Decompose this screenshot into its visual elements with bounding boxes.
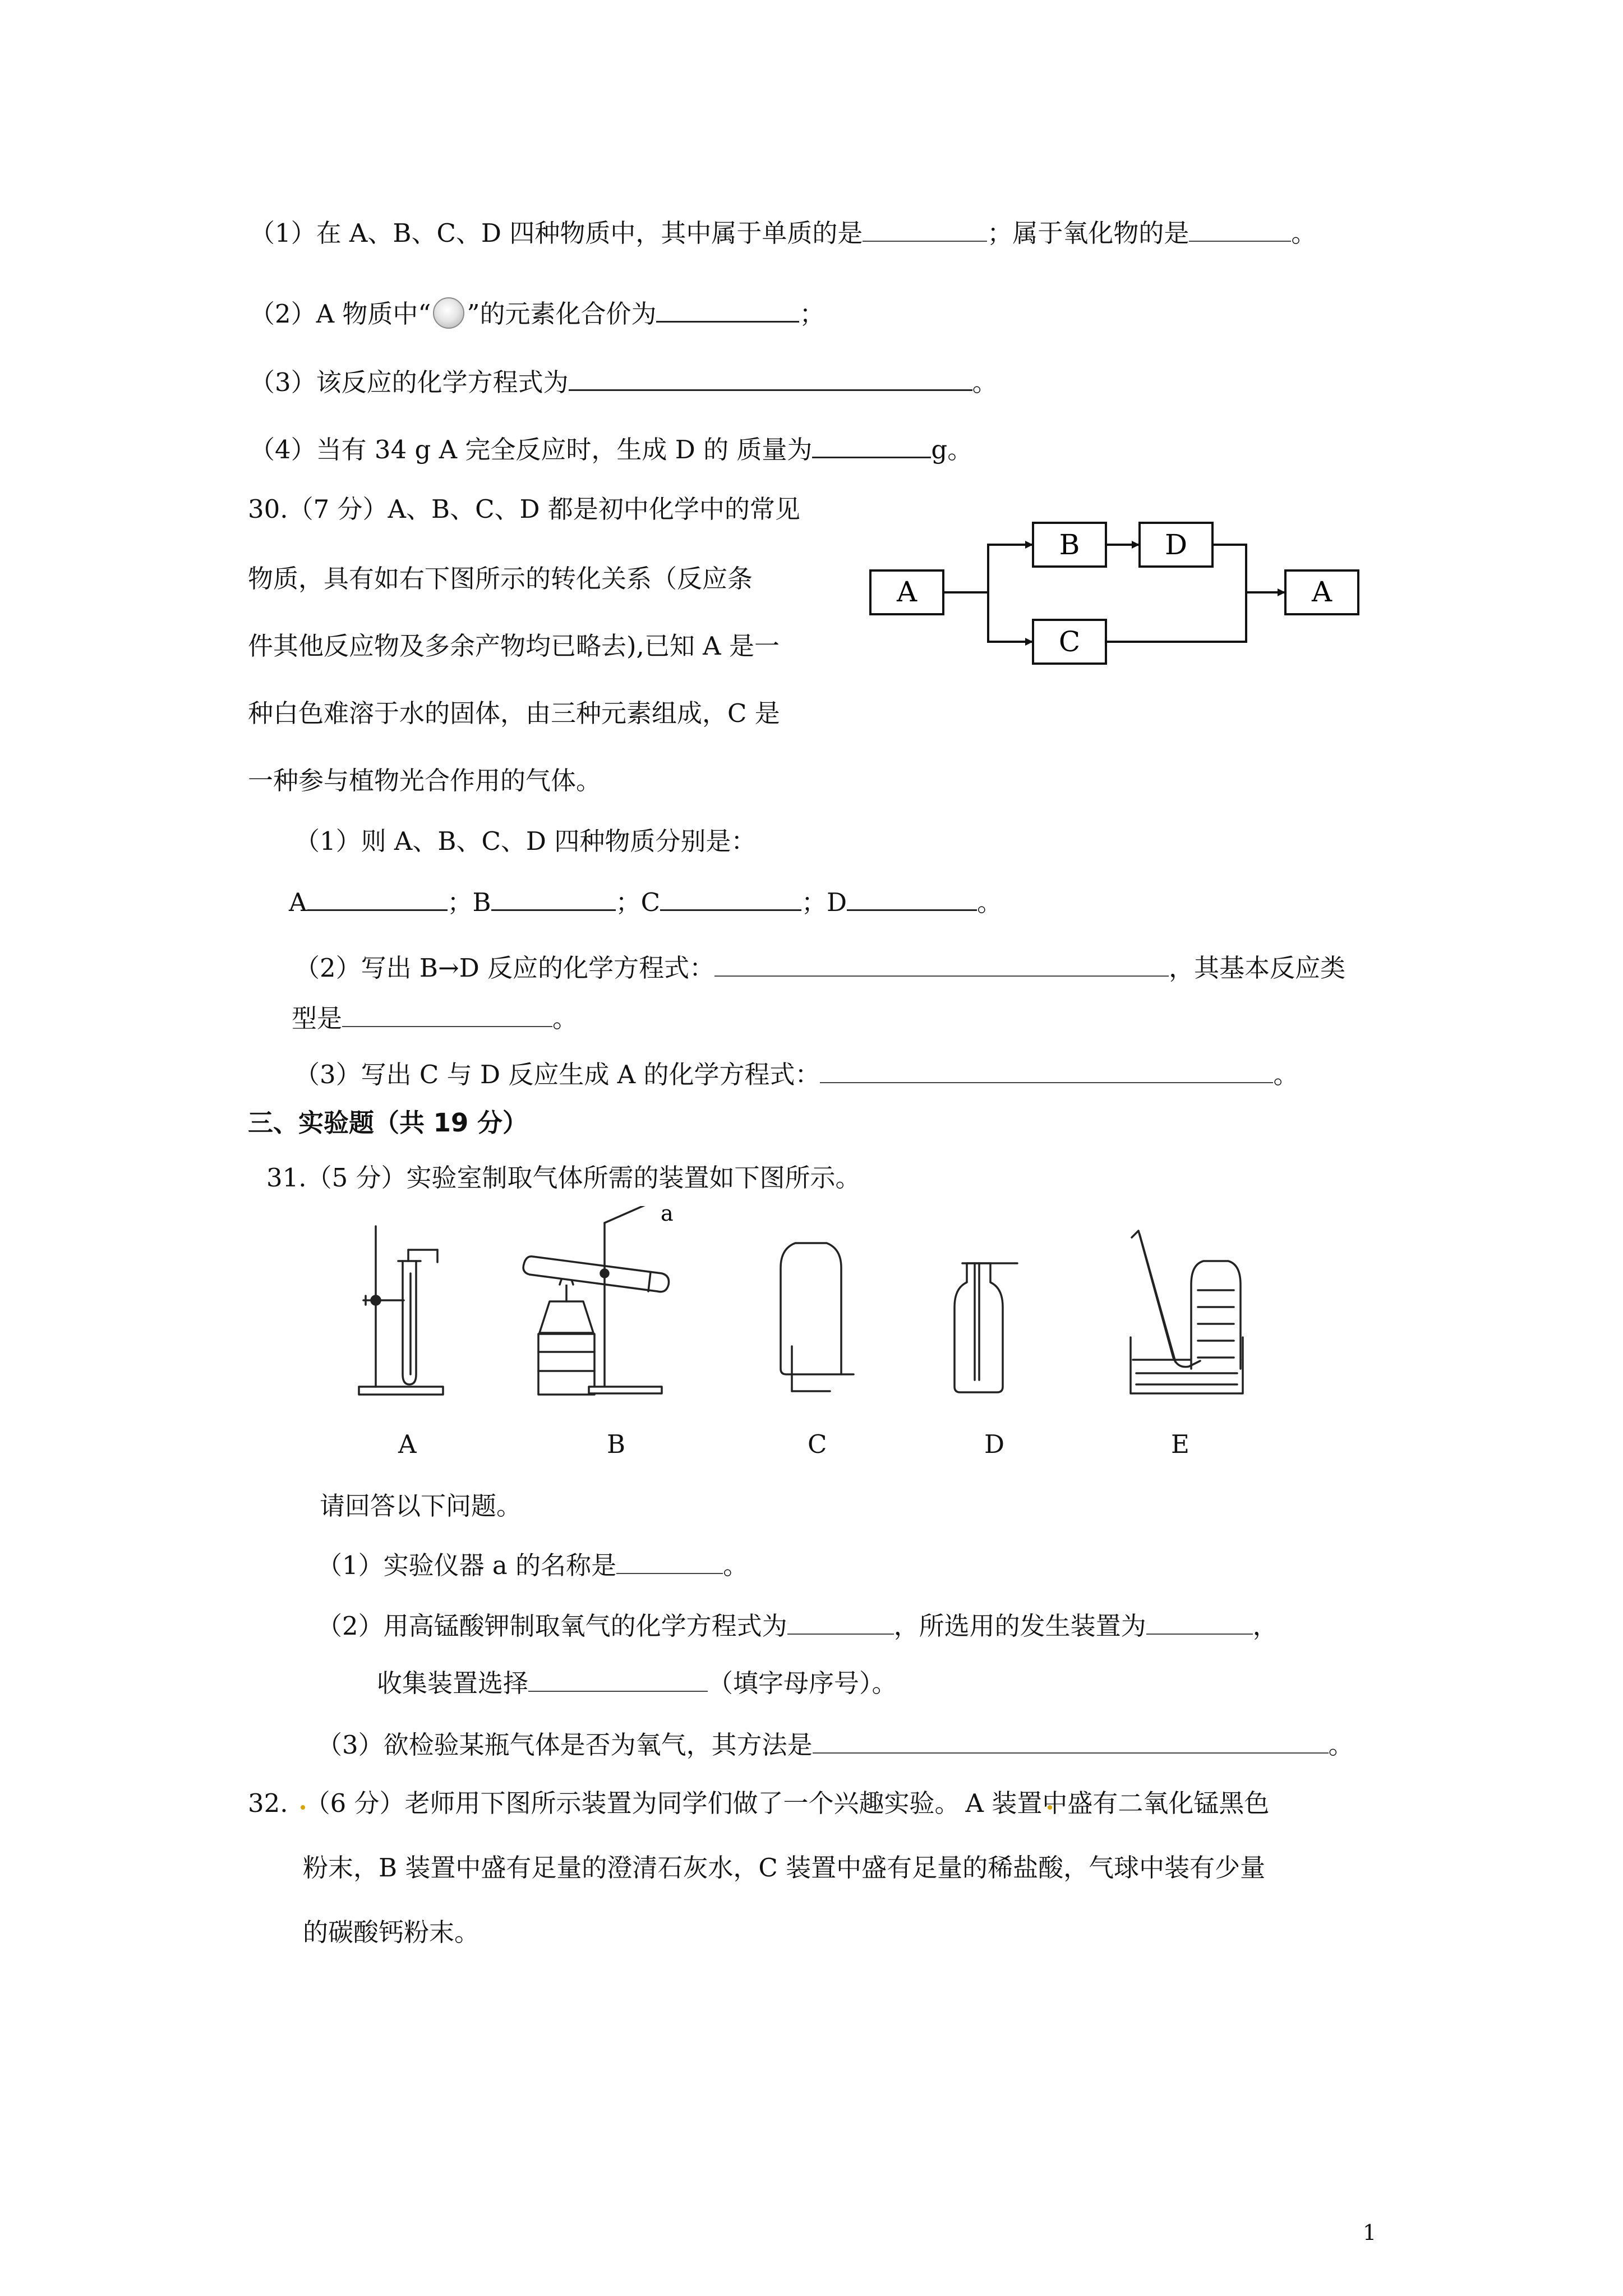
q30-intro-line-2: 物质，具有如右下图所示的转化关系（反应条	[248, 564, 753, 593]
diagram-arrow-a-b	[988, 545, 1032, 592]
q30-blank-reaction-type[interactable]	[342, 1001, 552, 1027]
label-a-pointer: a	[661, 1206, 674, 1226]
q31-blank-equation[interactable]	[787, 1609, 894, 1635]
diagram-arrow-a-c	[988, 592, 1032, 642]
q31-part2: （2）用高锰酸钾制取氧气的化学方程式为 ，所选用的发生装置为 ，	[317, 1609, 1278, 1643]
apparatus-d-gas-bottle	[955, 1263, 1017, 1392]
atom-ball-icon	[433, 297, 464, 329]
apparatus-label-e: E	[1171, 1429, 1189, 1459]
section-title: 三、实验题（共 19 分）	[248, 1108, 528, 1138]
q30-blank-cd-equation[interactable]	[820, 1057, 1273, 1083]
q31-part1: （1）实验仪器 a 的名称是 。	[317, 1548, 748, 1582]
q30-blank-c[interactable]	[660, 885, 801, 911]
q30-conversion-diagram	[864, 505, 1368, 684]
apparatus-label-c: C	[808, 1429, 827, 1459]
q29-part2: （2）A 物质中“ ”的元素化合价为 ；	[250, 296, 824, 332]
q29-part4: （4）当有 34 g A 完全反应时，生成 D 的 质量为 g。	[250, 432, 972, 467]
q30-blank-d[interactable]	[847, 885, 977, 911]
q31-blank-method[interactable]	[813, 1728, 1329, 1754]
page-number: 1	[1363, 2220, 1377, 2245]
diagram-label-b: B	[1059, 528, 1080, 561]
apparatus-b-heating-setup	[523, 1206, 668, 1395]
q30-intro-line-5: 一种参与植物光合作用的气体。	[248, 766, 602, 795]
diagram-label-a-start: A	[896, 576, 917, 608]
q30-part2: （2）写出 B→D 反应的化学方程式： ，其基本反应类	[294, 951, 1345, 985]
q30-part1: （1）则 A、B、C、D 四种物质分别是：	[294, 826, 757, 856]
q29-blank-element[interactable]	[863, 216, 987, 242]
apparatus-e-water-trough	[1131, 1231, 1243, 1393]
apparatus-a-test-tube-stand	[359, 1226, 443, 1395]
q30-part2-cont: 型是 。	[292, 1001, 578, 1036]
q29-part1: （1）在 A、B、C、D 四种物质中，其中属于单质的是 ；属于氧化物的是 。	[250, 216, 1316, 250]
diagram-label-c: C	[1058, 625, 1081, 658]
q29-blank-equation[interactable]	[569, 365, 972, 391]
q29-blank-oxide[interactable]	[1189, 216, 1291, 242]
q29-blank-valence[interactable]	[656, 296, 799, 323]
q29-blank-mass[interactable]	[812, 432, 931, 458]
q31-prompt: 请回答以下问题。	[320, 1491, 522, 1521]
q30-blank-b[interactable]	[491, 885, 616, 911]
q32-line-1: 32. （6 分）老师用下图所示装置为同学们做了一个兴趣实验。 A 装置中盛有二氧化锰黑色	[248, 1788, 1270, 1818]
q32-line-2: 粉末，B 装置中盛有足量的澄清石灰水，C 装置中盛有足量的稀盐酸，气球中装有少量	[303, 1853, 1266, 1883]
q31-blank-collector[interactable]	[528, 1666, 708, 1692]
apparatus-label-d: D	[984, 1429, 1005, 1459]
q31-blank-instrument[interactable]	[616, 1548, 723, 1574]
q32-line-3: 的碳酸钙粉末。	[303, 1917, 480, 1947]
q30-intro-line-4: 种白色难溶于水的固体，由三种元素组成，C 是	[248, 698, 780, 728]
q31-intro: 31.（5 分）实验室制取气体所需的装置如下图所示。	[266, 1163, 861, 1193]
apparatus-label-a: A	[398, 1429, 417, 1459]
diagram-label-d: D	[1164, 528, 1188, 561]
q30-intro-line-1: 30.（7 分）A、B、C、D 都是初中化学中的常见	[248, 494, 800, 524]
q30-part1-answers: A ；B ；C ；D 。	[289, 885, 1002, 919]
q30-intro-line-3: 件其他反应物及多余产物均已略去),已知 A 是一	[248, 631, 780, 661]
apparatus-label-b: B	[607, 1429, 626, 1459]
diagram-label-a-end: A	[1311, 576, 1332, 608]
apparatus-c-collection-bottle	[781, 1243, 854, 1391]
q30-blank-a[interactable]	[307, 885, 448, 911]
q31-part3: （3）欲检验某瓶气体是否为氧气，其方法是 。	[317, 1728, 1354, 1762]
q31-blank-generator[interactable]	[1146, 1609, 1253, 1635]
q30-part3: （3）写出 C 与 D 反应生成 A 的化学方程式： 。	[294, 1057, 1298, 1092]
q30-blank-bd-equation[interactable]	[714, 951, 1169, 977]
q31-part2-cont: 收集装置选择 （填字母序号）。	[377, 1666, 897, 1700]
q29-part3: （3）该反应的化学方程式为 。	[250, 365, 998, 399]
